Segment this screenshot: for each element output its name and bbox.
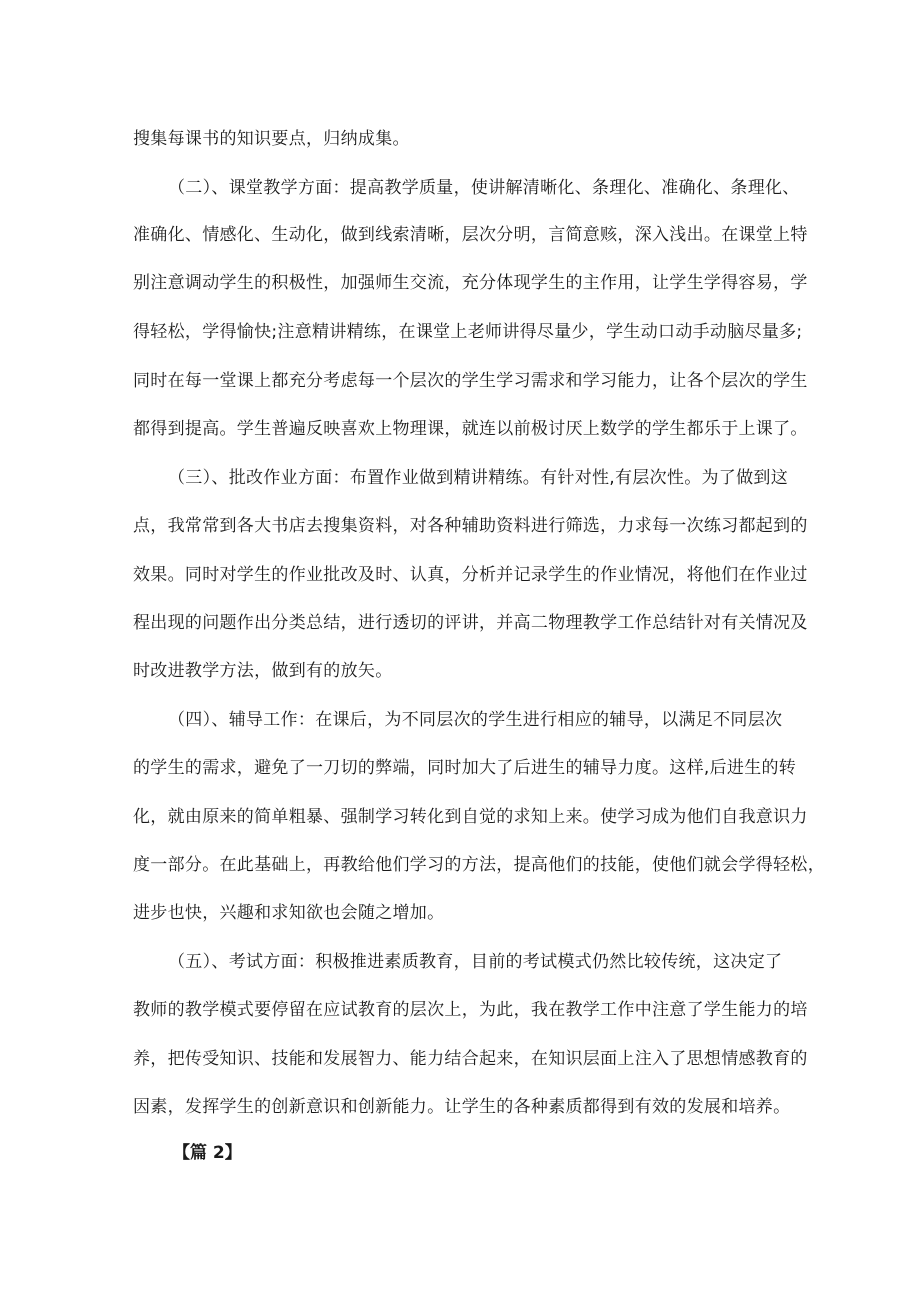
section-heading: 【篇 2】 [173, 1143, 242, 1163]
paragraph-line: 效果。同时对学生的作业批改及时、认真，分析并记录学生的作业情况，将他们在作业过 [133, 565, 808, 585]
paragraph-line: 的学生的需求，避免了一刀切的弊端，同时加大了后进生的辅导力度。这样,后进生的转 [133, 758, 797, 778]
paragraph-line: 都得到提高。学生普遍反映喜欢上物理课，就连以前极讨厌上数学的学生都乐于上课了。 [133, 419, 808, 439]
paragraph-line: （五）、考试方面：积极推进素质教育，目前的考试模式仍然比较传统，这决定了 [168, 952, 783, 972]
paragraph-line: 度一部分。在此基础上，再教给他们学习的方法，提高他们的技能，使他们就会学得轻松， [133, 855, 825, 875]
paragraph-line: 点，我常常到各大书店去搜集资料，对各种辅助资料进行筛选，力求每一次练习都起到的 [133, 516, 808, 536]
paragraph-line: （二）、课堂教学方面：提高教学质量，使讲解清晰化、条理化、准确化、条理化、 [168, 178, 800, 198]
paragraph-line: 别注意调动学生的积极性，加强师生交流，充分体现学生的主作用，让学生学得容易，学 [133, 273, 808, 293]
paragraph-line: 同时在每一堂课上都充分考虑每一个层次的学生学习需求和学习能力，让各个层次的学生 [133, 371, 808, 391]
paragraph-line: 搜集每课书的知识要点，归纳成集。 [133, 129, 410, 149]
paragraph-line: 准确化、情感化、生动化，做到线索清晰，层次分明，言简意赅，深入浅出。在课堂上特 [133, 225, 808, 245]
paragraph-line: 化，就由原来的简单粗暴、强制学习转化到自觉的求知上来。使学习成为他们自我意识力 [133, 807, 808, 827]
paragraph-line: 得轻松，学得愉快;注意精讲精练，在课堂上老师讲得尽量少，学生动口动手动脑尽量多; [133, 322, 803, 342]
paragraph-line: 教师的教学模式要停留在应试教育的层次上，为此，我在教学工作中注意了学生能力的培 [133, 1000, 808, 1020]
paragraph-line: 进步也快，兴趣和求知欲也会随之增加。 [133, 903, 445, 923]
paragraph-line: 因素，发挥学生的创新意识和创新能力。让学生的各种素质都得到有效的发展和培养。 [133, 1097, 791, 1117]
paragraph-line: 养，把传受知识、技能和发展智力、能力结合起来，在知识层面上注入了思想情感教育的 [133, 1049, 808, 1069]
paragraph-line: 程出现的问题作出分类总结，进行透切的评讲，并高二物理教学工作总结针对有关情况及 [133, 613, 808, 633]
paragraph-line: （三）、批改作业方面：布置作业做到精讲精练。有针对性,有层次性。为了做到这 [168, 468, 789, 488]
paragraph-line: （四）、辅导工作：在课后，为不同层次的学生进行相应的辅导，以满足不同层次 [168, 710, 783, 730]
paragraph-line: 时改进教学方法，做到有的放矢。 [133, 661, 393, 681]
